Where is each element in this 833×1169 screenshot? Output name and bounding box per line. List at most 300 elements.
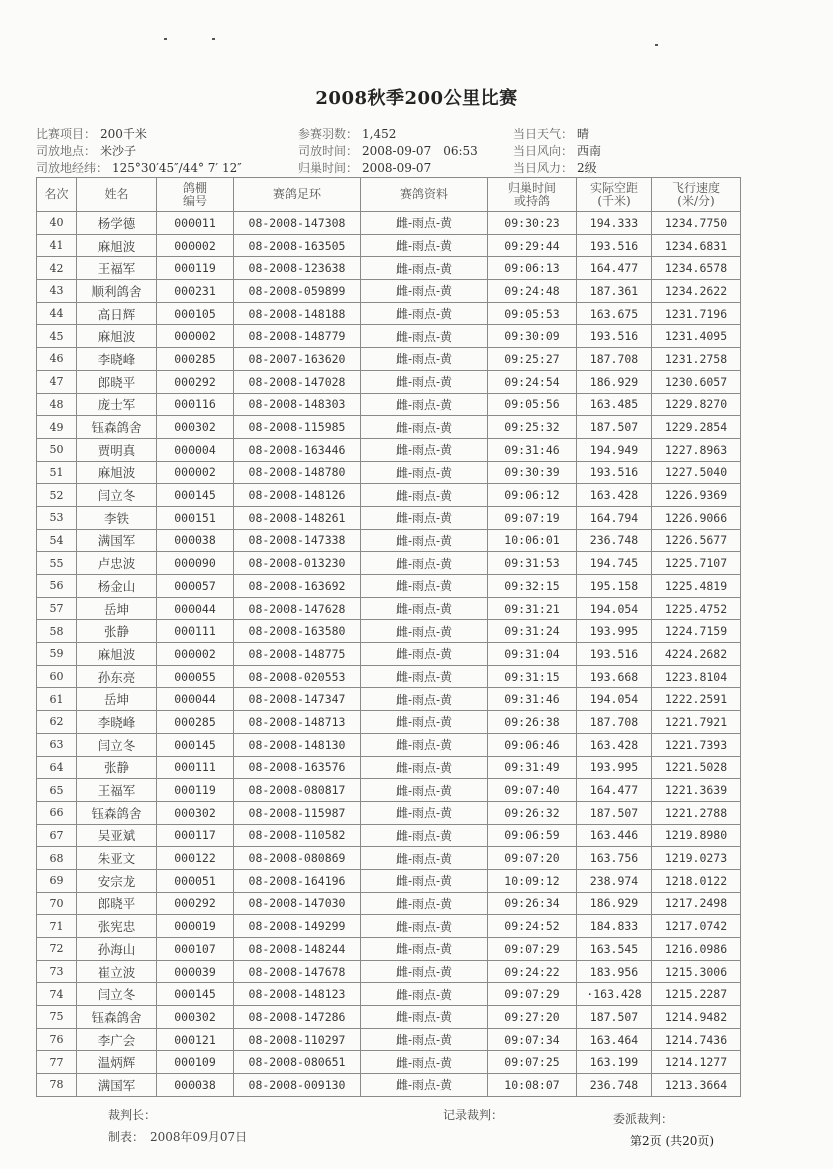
cell-loft-no: 000002	[157, 234, 234, 257]
cell-return-time: 09:06:12	[488, 484, 577, 507]
table-row	[37, 960, 741, 983]
cell-distance: 193.516	[577, 643, 652, 666]
cell-rank: 57	[37, 597, 77, 620]
cell-distance: 193.995	[577, 756, 652, 779]
cell-loft-no: 000145	[157, 484, 234, 507]
weather	[513, 125, 589, 142]
cell-name: 闫立冬	[77, 484, 157, 507]
header-name: 姓名	[77, 178, 157, 212]
record-judge: 记录裁判：	[443, 1108, 504, 1122]
table-row	[37, 801, 741, 824]
coords-label: 司放地经纬：	[36, 161, 109, 175]
cell-return-time: 09:07:25	[488, 1051, 577, 1074]
table-row	[37, 393, 741, 416]
table-row	[37, 756, 741, 779]
coords-value: 125°30′45″/44° 7′ 12″	[112, 161, 242, 175]
cell-speed: 1221.3639	[652, 779, 741, 802]
cell-speed: 1215.3006	[652, 960, 741, 983]
cell-loft-no: 000292	[157, 370, 234, 393]
cell-distance: 186.929	[577, 892, 652, 915]
release-time-value: 2008-09-07 06:53	[362, 144, 478, 158]
cell-bird-info: 雌-雨点-黄	[361, 302, 488, 325]
cell-loft-no: 000011	[157, 212, 234, 235]
cell-return-time: 09:07:20	[488, 847, 577, 870]
race-item-label: 比赛项目：	[36, 127, 97, 141]
cell-loft-no: 000038	[157, 1074, 234, 1097]
cell-rank: 41	[37, 234, 77, 257]
race-item-value: 200千米	[100, 127, 147, 141]
cell-speed: 1231.7196	[652, 302, 741, 325]
table-row	[37, 234, 741, 257]
cell-name: 李广会	[77, 1028, 157, 1051]
cell-return-time: 09:07:29	[488, 938, 577, 961]
scan-speck	[212, 38, 215, 40]
cell-bird-info: 雌-雨点-黄	[361, 938, 488, 961]
cell-bird-info: 雌-雨点-黄	[361, 892, 488, 915]
cell-bird-info: 雌-雨点-黄	[361, 484, 488, 507]
cell-rank: 58	[37, 620, 77, 643]
cell-rank: 42	[37, 257, 77, 280]
cell-bird-info: 雌-雨点-黄	[361, 393, 488, 416]
cell-name: 麻旭波	[77, 234, 157, 257]
cell-ring: 08-2008-147308	[234, 212, 361, 235]
cell-name: 麻旭波	[77, 325, 157, 348]
cell-speed: 1230.6057	[652, 370, 741, 393]
cell-name: 温炳辉	[77, 1051, 157, 1074]
cell-return-time: 09:25:27	[488, 348, 577, 371]
cell-rank: 76	[37, 1028, 77, 1051]
cell-bird-info: 雌-雨点-黄	[361, 1074, 488, 1097]
cell-name: 满国军	[77, 529, 157, 552]
made-date: 2008年09月07日	[150, 1130, 248, 1144]
cell-rank: 51	[37, 461, 77, 484]
cell-name: 麻旭波	[77, 643, 157, 666]
table-row	[37, 325, 741, 348]
cell-distance: 238.974	[577, 869, 652, 892]
cell-loft-no: 000019	[157, 915, 234, 938]
cell-return-time: 09:31:46	[488, 438, 577, 461]
cell-rank: 63	[37, 733, 77, 756]
table-row	[37, 824, 741, 847]
cell-loft-no: 000044	[157, 597, 234, 620]
cell-bird-info: 雌-雨点-黄	[361, 869, 488, 892]
cell-rank: 71	[37, 915, 77, 938]
cell-rank: 44	[37, 302, 77, 325]
cell-speed: 1213.3664	[652, 1074, 741, 1097]
cell-return-time: 09:31:21	[488, 597, 577, 620]
cell-name: 崔立波	[77, 960, 157, 983]
cell-ring: 08-2008-164196	[234, 869, 361, 892]
cell-loft-no: 000122	[157, 847, 234, 870]
cell-return-time: 10:09:12	[488, 869, 577, 892]
cell-loft-no: 000038	[157, 529, 234, 552]
cell-speed: 1229.2854	[652, 416, 741, 439]
cell-speed: 1221.7393	[652, 733, 741, 756]
cell-name: 麻旭波	[77, 461, 157, 484]
cell-name: 满国军	[77, 1074, 157, 1097]
table-row	[37, 779, 741, 802]
weather-value: 晴	[577, 127, 590, 141]
wind-direction	[513, 142, 601, 159]
table-row	[37, 506, 741, 529]
cell-speed: 1227.8963	[652, 438, 741, 461]
table-row	[37, 711, 741, 734]
cell-rank: 40	[37, 212, 77, 235]
table-row	[37, 552, 741, 575]
return-time-value: 2008-09-07	[362, 161, 432, 175]
table-row	[37, 733, 741, 756]
cell-distance: 186.929	[577, 370, 652, 393]
header-ring: 赛鸽足环	[234, 178, 361, 212]
cell-name: 高日辉	[77, 302, 157, 325]
cell-return-time: 09:05:53	[488, 302, 577, 325]
header-return-time: 归巢时间 或持鸽	[488, 178, 577, 212]
cell-distance: 193.516	[577, 325, 652, 348]
cell-bird-info: 雌-雨点-黄	[361, 665, 488, 688]
cell-ring: 08-2008-148130	[234, 733, 361, 756]
cell-ring: 08-2008-009130	[234, 1074, 361, 1097]
cell-distance: 163.446	[577, 824, 652, 847]
cell-speed: 1215.2287	[652, 983, 741, 1006]
wind-force	[513, 159, 597, 176]
cell-speed: 1234.6578	[652, 257, 741, 280]
cell-bird-info: 雌-雨点-黄	[361, 529, 488, 552]
cell-ring: 08-2008-148244	[234, 938, 361, 961]
cell-bird-info: 雌-雨点-黄	[361, 416, 488, 439]
table-row	[37, 280, 741, 303]
cell-ring: 08-2008-148303	[234, 393, 361, 416]
race-item	[36, 125, 147, 142]
cell-loft-no: 000116	[157, 393, 234, 416]
cell-loft-no: 000004	[157, 438, 234, 461]
cell-speed: 1222.2591	[652, 688, 741, 711]
cell-ring: 08-2008-110582	[234, 824, 361, 847]
cell-ring: 08-2008-147347	[234, 688, 361, 711]
cell-ring: 08-2008-059899	[234, 280, 361, 303]
table-row	[37, 529, 741, 552]
cell-loft-no: 000002	[157, 325, 234, 348]
header-rank: 名次	[37, 178, 77, 212]
wind-force-value: 2级	[577, 161, 597, 175]
cell-bird-info: 雌-雨点-黄	[361, 552, 488, 575]
cell-rank: 67	[37, 824, 77, 847]
entries-label: 参赛羽数：	[298, 127, 359, 141]
cell-name: 贾明真	[77, 438, 157, 461]
cell-return-time: 09:31:15	[488, 665, 577, 688]
cell-distance: 163.545	[577, 938, 652, 961]
cell-name: 朱亚文	[77, 847, 157, 870]
cell-distance: 187.507	[577, 801, 652, 824]
cell-loft-no: 000057	[157, 575, 234, 598]
cell-distance: 163.428	[577, 484, 652, 507]
cell-name: 孙海山	[77, 938, 157, 961]
cell-loft-no: 000090	[157, 552, 234, 575]
cell-bird-info: 雌-雨点-黄	[361, 325, 488, 348]
cell-distance: 184.833	[577, 915, 652, 938]
table-row	[37, 892, 741, 915]
cell-ring: 08-2008-020553	[234, 665, 361, 688]
cell-name: 张静	[77, 620, 157, 643]
cell-rank: 66	[37, 801, 77, 824]
cell-return-time: 09:24:22	[488, 960, 577, 983]
cell-distance: 194.054	[577, 597, 652, 620]
cell-bird-info: 雌-雨点-黄	[361, 620, 488, 643]
cell-name: 钰森鸽舍	[77, 801, 157, 824]
cell-bird-info: 雌-雨点-黄	[361, 575, 488, 598]
release-place-value: 米沙子	[100, 144, 137, 158]
cell-loft-no: 000231	[157, 280, 234, 303]
cell-ring: 08-2008-080817	[234, 779, 361, 802]
table-row	[37, 869, 741, 892]
cell-speed: 1224.7159	[652, 620, 741, 643]
cell-return-time: 10:06:01	[488, 529, 577, 552]
cell-rank: 74	[37, 983, 77, 1006]
cell-distance: 163.428	[577, 733, 652, 756]
header-bird-info: 赛鸽资料	[361, 178, 488, 212]
table-row	[37, 484, 741, 507]
cell-name: 杨金山	[77, 575, 157, 598]
cell-speed: 1234.6831	[652, 234, 741, 257]
cell-distance: 187.708	[577, 711, 652, 734]
cell-loft-no: 000285	[157, 711, 234, 734]
cell-speed: 1227.5040	[652, 461, 741, 484]
cell-ring: 08-2008-147678	[234, 960, 361, 983]
cell-rank: 53	[37, 506, 77, 529]
cell-loft-no: 000105	[157, 302, 234, 325]
cell-distance: 187.507	[577, 1006, 652, 1029]
cell-distance: 187.507	[577, 416, 652, 439]
cell-ring: 08-2008-147628	[234, 597, 361, 620]
cell-distance: 236.748	[577, 1074, 652, 1097]
cell-rank: 55	[37, 552, 77, 575]
cell-bird-info: 雌-雨点-黄	[361, 438, 488, 461]
cell-bird-info: 雌-雨点-黄	[361, 234, 488, 257]
cell-return-time: 09:27:20	[488, 1006, 577, 1029]
cell-distance: 164.477	[577, 779, 652, 802]
table-body	[37, 212, 741, 1097]
cell-return-time: 09:31:53	[488, 552, 577, 575]
cell-name: 郎晓平	[77, 370, 157, 393]
cell-distance: 164.477	[577, 257, 652, 280]
table-row	[37, 575, 741, 598]
cell-speed: 1223.8104	[652, 665, 741, 688]
cell-ring: 08-2008-147030	[234, 892, 361, 915]
cell-distance: 193.516	[577, 234, 652, 257]
cell-ring: 08-2008-149299	[234, 915, 361, 938]
cell-speed: 1219.0273	[652, 847, 741, 870]
cell-rank: 46	[37, 348, 77, 371]
weather-label: 当日天气：	[513, 127, 574, 141]
cell-speed: 1214.9482	[652, 1006, 741, 1029]
cell-ring: 08-2008-163446	[234, 438, 361, 461]
cell-distance: 163.675	[577, 302, 652, 325]
return-time	[298, 159, 431, 176]
cell-loft-no: 000302	[157, 801, 234, 824]
cell-distance: 194.745	[577, 552, 652, 575]
cell-bird-info: 雌-雨点-黄	[361, 983, 488, 1006]
cell-loft-no: 000107	[157, 938, 234, 961]
cell-speed: 1221.2788	[652, 801, 741, 824]
cell-rank: 78	[37, 1074, 77, 1097]
cell-loft-no: 000055	[157, 665, 234, 688]
cell-speed: 1225.4819	[652, 575, 741, 598]
cell-loft-no: 000002	[157, 461, 234, 484]
cell-distance: 195.158	[577, 575, 652, 598]
results-table	[36, 177, 741, 1097]
cell-name: 闫立冬	[77, 733, 157, 756]
cell-bird-info: 雌-雨点-黄	[361, 348, 488, 371]
cell-return-time: 09:24:52	[488, 915, 577, 938]
cell-return-time: 09:07:19	[488, 506, 577, 529]
cell-loft-no: 000292	[157, 892, 234, 915]
cell-bird-info: 雌-雨点-黄	[361, 801, 488, 824]
cell-name: 岳坤	[77, 688, 157, 711]
table-row	[37, 1074, 741, 1097]
scan-speck	[164, 38, 167, 40]
cell-return-time: 09:07:34	[488, 1028, 577, 1051]
cell-bird-info: 雌-雨点-黄	[361, 370, 488, 393]
cell-speed: 1225.4752	[652, 597, 741, 620]
header-loft-no: 鸽棚 编号	[157, 178, 234, 212]
cell-loft-no: 000151	[157, 506, 234, 529]
table-row	[37, 643, 741, 666]
cell-speed: 1225.7107	[652, 552, 741, 575]
cell-return-time: 09:31:24	[488, 620, 577, 643]
cell-return-time: 09:31:49	[488, 756, 577, 779]
cell-loft-no: 000111	[157, 756, 234, 779]
cell-rank: 45	[37, 325, 77, 348]
table-row	[37, 257, 741, 280]
page-number: 第2页 (共20页)	[630, 1134, 715, 1148]
table-row	[37, 1028, 741, 1051]
made-by-label: 制表：	[108, 1130, 145, 1144]
cell-name: 吴亚斌	[77, 824, 157, 847]
cell-return-time: 09:06:46	[488, 733, 577, 756]
cell-speed: 1226.9066	[652, 506, 741, 529]
table-row	[37, 370, 741, 393]
table-row	[37, 983, 741, 1006]
table-row	[37, 688, 741, 711]
cell-rank: 56	[37, 575, 77, 598]
cell-ring: 08-2008-123638	[234, 257, 361, 280]
cell-speed: 1229.8270	[652, 393, 741, 416]
cell-rank: 61	[37, 688, 77, 711]
cell-speed: 1217.2498	[652, 892, 741, 915]
cell-rank: 75	[37, 1006, 77, 1029]
cell-bird-info: 雌-雨点-黄	[361, 597, 488, 620]
cell-bird-info: 雌-雨点-黄	[361, 280, 488, 303]
cell-name: 卢忠波	[77, 552, 157, 575]
cell-bird-info: 雌-雨点-黄	[361, 1006, 488, 1029]
cell-speed: 1218.0122	[652, 869, 741, 892]
cell-bird-info: 雌-雨点-黄	[361, 212, 488, 235]
cell-return-time: 09:06:59	[488, 824, 577, 847]
table-row	[37, 461, 741, 484]
cell-rank: 49	[37, 416, 77, 439]
cell-speed: 1231.2758	[652, 348, 741, 371]
cell-return-time: 09:25:32	[488, 416, 577, 439]
cell-name: 庞士军	[77, 393, 157, 416]
cell-distance: 163.485	[577, 393, 652, 416]
cell-return-time: 09:24:54	[488, 370, 577, 393]
cell-return-time: 09:30:23	[488, 212, 577, 235]
return-time-label: 归巢时间：	[298, 161, 359, 175]
release-place-label: 司放地点：	[36, 144, 97, 158]
cell-speed: 1217.0742	[652, 915, 741, 938]
cell-ring: 08-2008-163576	[234, 756, 361, 779]
cell-distance: 236.748	[577, 529, 652, 552]
cell-return-time: 10:08:07	[488, 1074, 577, 1097]
cell-return-time: 09:29:44	[488, 234, 577, 257]
cell-return-time: 09:32:15	[488, 575, 577, 598]
cell-return-time: 09:26:38	[488, 711, 577, 734]
table-row	[37, 665, 741, 688]
cell-bird-info: 雌-雨点-黄	[361, 1028, 488, 1051]
cell-ring: 08-2008-148780	[234, 461, 361, 484]
release-place	[36, 142, 136, 159]
cell-distance: 164.794	[577, 506, 652, 529]
cell-rank: 68	[37, 847, 77, 870]
cell-name: 闫立冬	[77, 983, 157, 1006]
cell-ring: 08-2008-147286	[234, 1006, 361, 1029]
cell-loft-no: 000302	[157, 416, 234, 439]
cell-speed: 1226.9369	[652, 484, 741, 507]
release-coords	[36, 159, 242, 176]
cell-rank: 52	[37, 484, 77, 507]
table-row	[37, 1006, 741, 1029]
cell-name: 王福军	[77, 779, 157, 802]
cell-ring: 08-2008-110297	[234, 1028, 361, 1051]
table-row	[37, 438, 741, 461]
scan-speck	[655, 44, 658, 46]
cell-rank: 69	[37, 869, 77, 892]
cell-bird-info: 雌-雨点-黄	[361, 756, 488, 779]
document-title: 2008秋季200公里比赛	[315, 88, 518, 109]
cell-ring: 08-2008-148713	[234, 711, 361, 734]
entries-value: 1,452	[362, 127, 397, 141]
cell-name: 李晓峰	[77, 348, 157, 371]
cell-speed: 1219.8980	[652, 824, 741, 847]
cell-bird-info: 雌-雨点-黄	[361, 257, 488, 280]
cell-loft-no: 000111	[157, 620, 234, 643]
cell-speed: 1216.0986	[652, 938, 741, 961]
table-row	[37, 938, 741, 961]
table-row	[37, 620, 741, 643]
cell-distance: 187.361	[577, 280, 652, 303]
cell-return-time: 09:26:32	[488, 801, 577, 824]
cell-rank: 54	[37, 529, 77, 552]
cell-name: 钰森鸽舍	[77, 1006, 157, 1029]
cell-distance: 193.995	[577, 620, 652, 643]
cell-ring: 08-2008-148123	[234, 983, 361, 1006]
cell-distance: 163.464	[577, 1028, 652, 1051]
table-row	[37, 847, 741, 870]
cell-bird-info: 雌-雨点-黄	[361, 461, 488, 484]
cell-rank: 47	[37, 370, 77, 393]
cell-loft-no: 000109	[157, 1051, 234, 1074]
cell-bird-info: 雌-雨点-黄	[361, 824, 488, 847]
entries	[298, 125, 396, 142]
table-row	[37, 348, 741, 371]
cell-return-time: 09:31:46	[488, 688, 577, 711]
cell-speed: 1234.7750	[652, 212, 741, 235]
cell-speed: 1231.4095	[652, 325, 741, 348]
cell-ring: 08-2007-163620	[234, 348, 361, 371]
cell-distance: 194.333	[577, 212, 652, 235]
cell-rank: 77	[37, 1051, 77, 1074]
cell-return-time: 09:30:09	[488, 325, 577, 348]
table-row	[37, 915, 741, 938]
